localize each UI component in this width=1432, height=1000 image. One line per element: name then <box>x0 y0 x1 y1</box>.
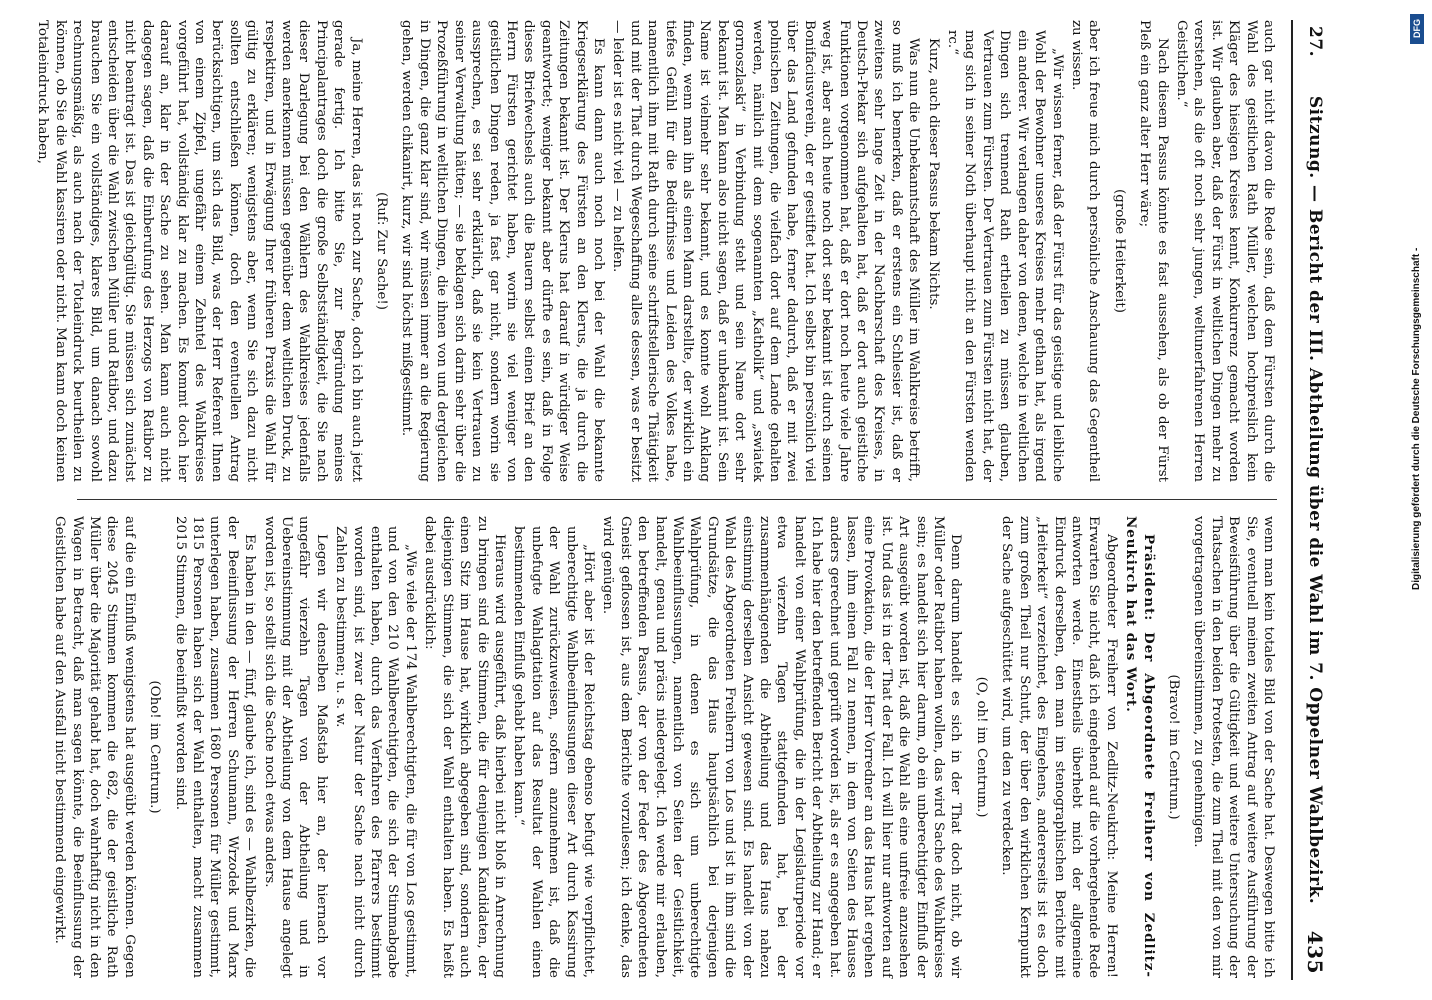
interjection: (große Heiterkeit) <box>1111 189 1127 313</box>
right-column <box>52 516 1277 979</box>
page-number: 435 <box>1303 930 1327 974</box>
quotation: „Wie viele der 174 Wahlberechtigten, die für von Los gestimmt, und von den 210 Wahlberechtigten, die sich der Stimmabgabe enthalten haben, durch das Verfahren des Pfarrers bestimmt worden sind, ist zwar der Natur der Sache nach nicht durch Zahlen zu bestimmen; u. s. w. <box>333 526 418 978</box>
paragraph: Denn darum handelt es sich in der That doch nicht, ob wir Müller oder Ratibor haben wollen, das wird Sache des Wahlkreises sein; es handelt sich hier darum, ob ein unberechtigter Einfluß der Art ausgeübt worden ist, daß die Wahl als eine unfreie anzusehen ist. Und das ist in der That der Fall. Ich will hier nur antworten auf eine Provokation, die der Herr Vorredner an das Haus hat ergehen lassen, ihm einen Fall zu nennen, in dem von Seiten des Hauses anders gerechnet und geprüft worden ist, als er es angegeben hat. Ich habe hier den betreffenden Bericht der Abtheilung zur Hand; er handelt von einer Wahlprüfung, die in der Legislaturperiode vor etwa vierzehn Tagen stattgefunden hat, bei der zusammenhängenden die Abtheilung und das Haus nahezu einstimmig derselben Ansicht gewesen sind. Es handelt von der Wahl des Abgeordneten Freiherrn von Los und ist in ihm sind die Grundsätze, die das Haus hauptsächlich bei derjenigen Wahlprüfung, in denen es sich um unberechtigte Wahlbeeinflussungen, namentlich von Seiten der Geistlichkeit, handelt, genau und präcis niedergelegt. Ich werde mir erlauben, den betreffenden Passus, der von der Feder des Abgeordneten Gneist geflossen ist, aus dem Berichte vorzulesen; ich denke, das wird genügen. <box>600 516 964 979</box>
paragraph: wenn man kein totales Bild von der Sache hat. Deswegen bitte ich Sie, eventuell meinen zweiten Antrag auf weitere Ausführung der Beweisführung über die Gültigkeit und weitere Untersuchung der Thatsachen in den beiden Protesten, die zum Theil mit den von mir vorgetragenen übereinstimmen, zu genehmigen. <box>1191 516 1276 978</box>
interjection: (O, oh! im Centrum.) <box>973 676 989 818</box>
funding-sidebar <box>1402 0 1428 1000</box>
paragraph: Legen wir denselben Maßstab hier an, der hiernach vor ungefähr vierzehn Tagen von der Abtheilung und in Uebereinstimmung mit der Abtheilung von dem Hause angelegt worden ist, so stellt sich die Sache noch etwas anders. <box>261 516 329 978</box>
interjection: (Oho! im Centrum.) <box>147 680 163 814</box>
paragraph: auf die ein Einfluß wenigstens hat ausgeübt werden können. Gegen diese 2045 Stimmen kommen die 682, die der geistliche Rath Müller über die Majorität gehabt hat, doch wahrhaftig nicht in den Wagen in Betracht, daß man sagen könnte, die Beeinflussung der Geistlichen habe auf den Ausfall nicht bestimmend eingewirkt. <box>52 516 137 978</box>
document-page <box>35 20 1335 980</box>
interjection: (Ruf: Zur Sache!) <box>374 191 390 311</box>
paragraph: auch gar nicht davon die Rede sein, daß dem Fürsten durch die Wahl des geistlichen Rath Müller, welchen hochpreislich kein Kläger des hiesigen Kreises kennt, Konkurrenz gemacht worden ist. Wir glauben aber, daß der Fürst in weltlichen Dingen mehr zu verstehen, als die oft noch sehr jungen, weltunerfahrenen Herren Geistlichen.“ <box>1173 20 1276 482</box>
dfg-logo: DFG <box>1410 14 1424 44</box>
session-number: 27. <box>1305 26 1325 58</box>
paragraph: aber ich freue mich durch persönliche Anschauung das Gegentheil zu wissen. <box>1068 20 1102 482</box>
page-header <box>1291 20 1335 980</box>
page-title: Sitzung. — Bericht der III. Abtheilung über die Wahl im 7. Oppelner Wahlbezirk. <box>1305 95 1325 905</box>
left-column <box>35 20 1277 482</box>
paragraph: Es haben in den — fünf, glaube ich, sind es — Wahlbezirken, die der Beeinflussung der Herren Schumann, Wrzodek und Marx unterlegen haben, zusammen 1680 Personen für Müller gestimmt, 1815 Personen haben sich der Wahl enthalten, macht zusammen 2015 Stimmen, die beeinflußt worden sind. <box>172 516 258 978</box>
paragraph: Ja, meine Herren, das ist noch zur Sache, doch ich bin auch jetzt gerade fertig. Ich bitte Sie, zur Begründung meines Principalantrages doch die große Selbstständigkeit, die Sie nach dieser Darlegung bei den Wählern des Wahlkreises jedenfalls werden anerkennen müssen gegenüber dem weltlichen Druck, zu respektiren, und in Erwägung Ihrer früheren Praxis die Wahl für gültig zu erklären; wenigstens aber, wenn Sie sich dazu nicht sollten entschließen können, doch den eventuellen Antrag berücksichtigen, um sich das Bild, was der Herr Referent Ihnen von einem Zipfel, ungefähr einem Zehntel des Wahlkreises vorgeführt hat, vollständig klar zu machen. Es kommt doch hier darauf an, klar in der Sache zu sehen. Man kann auch nicht dagegen sagen, daß die Einberufung des Herzogs von Ratibor zu nicht beantragt ist. Das ist gleichgültig. Sie müssen sich zunächst entscheiden über die Wahl zwischen Müller und Ratibor, und dazu brauchen Sie ein vollständiges, klares Bild, um danach sowohl rechnungsmäßig, als auch nach der Totaleindruck beurtheilen zu können, ob Sie die Wahl kassiren oder nicht. Man kann doch keinen Totaleindruck haben, <box>35 20 364 482</box>
president-statement: Präsident: Der Abgeordnete Freiherr von Zedlitz-Neukirch hat das Wort. <box>1123 516 1157 978</box>
column-divider <box>77 499 1277 500</box>
funding-notice: Digitalisierung gefördert durch die Deutsche Forschungsgemeinschaft - <box>1411 247 1422 590</box>
paragraph: Es kann dann auch noch noch bei der Wahl die bekannte Kriegserklärung des Fürsten an den Klerus, die ja durch die Zeitungen bekannt ist. Der Klerus hat darauf in würdiger Weise geantwortet; weniger bekannt aber dürfte es sein, daß in Folge dieses Briefwechsels auch die Bauern selbst einen Brief an den Herrn Fürsten gerichtet haben, worin sie viel weniger von geistlichen Dingen reden, ja fast gar nicht, sondern worin sie aussprechen, es sei sehr erklärlich, daß sie kein Vertrauen zu seiner Verwaltung hätten; — sie beklagen sich darin sehr über die Prozeßführung in weltlichen Dingen, die ihnen von und dergleichen in Dingen, die ganz klar sind, wir müssen immer an die Regierung gehen, werden chikanirt, kurz, wir sind höchst mißgestimmt. <box>399 20 606 482</box>
interjection: (Bravo! im Centrum.) <box>1165 674 1181 820</box>
speaker-paragraph: Abgeordneter Freiherr von Zedlitz-Neukirch: Meine Herren! Erwarten Sie nicht, daß ich eingehend auf die vorhergehende Rede antworten werde. Einestheils überhebt mich der allgemeine Eindruck derselben, den man im stenographischen Berichte mit „Heiterkeit“ verzeichnet, des Eingehens, andererseits ist es doch zum großen Theil nur Schutt, der über den wirklichen Kernpunkt der Sache aufgeschüttet wird, um den zu verdecken. <box>999 516 1119 978</box>
paragraph: Nach diesem Passus könnte es fast aussehen, als ob der Fürst Pleß ein ganz alter Herr wäre; <box>1137 20 1170 482</box>
paragraph: Hieraus wird ausgeführt, daß hierbei nicht bloß in Anrechnung zu bringen sind die Stimmen, die für denjenigen Kandidaten, der einen Sitz im Hause hat, wirklich abgegeben sind, sondern auch diejenigen Stimmen, die sich der Wahl enthalten haben. Es heißt dabei ausdrücklich: <box>422 516 507 978</box>
quotation: „Wir wissen ferner, daß der Fürst für das geistige und leibliche Wohl der Bewohner unseres Kreises mehr gethan hat, als irgend ein anderer. Wir verlangen daher von denen, welche in weltlichen Dingen sich trennend Rath ertheilen zu müssen glauben, Vertrauen zum Fürsten. Der Vertrauen zum Fürsten nicht hat, der mag sich in seiner Noth überhaupt nicht an den Fürsten wenden rc.“ <box>945 30 1065 482</box>
paragraph: Kurz, auch dieser Passus bekam Nichts. <box>925 38 941 310</box>
quotation: „Hört aber ist der Reichstag ebenso befugt wie verpflichtet, unberechtigte Wahlbeeinflussungen dieser Art durch Kassirung der Wahl zurückzuweisen, sofern anzunehmen ist, daß die unbefugte Wahlagitation auf das Resultat der Wahlen einen bestimmenden Einfluß gehabt haben kann.“ <box>511 526 596 978</box>
paragraph: Was nun die Unbekanntschaft des Müller im Wahlkreise betrifft, so muß ich bemerken, daß er erstens ein Schlesier ist, daß er zweitens sehr lange Zeit in der Nachbarschaft des Kreises, in Deutsch-Piekar sich aufgehalten hat, daß er dort auch geistliche Funktionen vorgenommen hat, daß er dort noch heute viele Jahre weg ist, aber auch heute noch dort sehr bekannt ist durch seinen Bonifaciusverein, der er gestiftet hat. Ich selbst bin persönlich viel über das Land gefunden habe, ferner dadurch, daß er mit zwei polnischen Zeitungen, die vielfach dort auf dem Lande gehalten werden, nämlich mit dem sogenannten „Katholik“ und „swiatek gornoszlaski“ in Verbindung steht und sein Name dort sehr bekannt ist. Man kann also nicht sagen, daß er unbekannt ist. Sein Name ist vielmehr sehr bekannt, und es konnte wohl Anklang finden, wenn man ihn als einen Mann darstellte, der wirklich ein tiefes Gefühl für die Bedürfnisse und Leiden des Volkes habe, namentlich ihm mit Rath durch seine schriftstellerische Thätigkeit und mit der That durch Wegeschaffung alles dessen, was er besitzt — leider ist es nicht viel — zu helfen. <box>610 20 922 482</box>
